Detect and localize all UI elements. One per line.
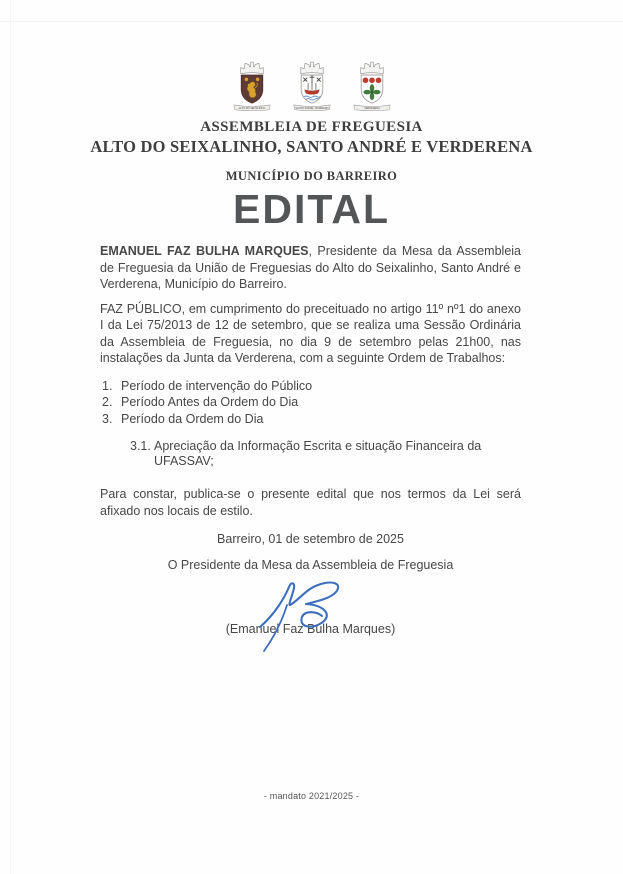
mural-crown-icon — [300, 62, 323, 74]
list-item — [102, 379, 521, 395]
org-name-line1: ASSEMBLEIA DE FREGUESIA — [200, 119, 423, 135]
document-body — [100, 243, 521, 638]
crest-banner-label: VERDERENA — [363, 106, 380, 110]
agenda-list — [102, 379, 521, 428]
list-item — [102, 395, 521, 411]
red-roundel-icon — [362, 77, 368, 83]
list-item-number: 3.1. — [130, 439, 151, 453]
leaf-icon — [369, 84, 373, 91]
mandate-footer: - mandato 2021/2025 - — [263, 791, 360, 801]
leaf-icon — [373, 90, 380, 94]
paragraph-intro — [100, 243, 521, 293]
gold-roundel-icon — [255, 78, 258, 81]
paragraph-closing: Para constar, publica-se o presente edital que nos termos da Lei será afixado nos locais de estilo. — [100, 487, 521, 518]
document-title: EDITAL — [232, 186, 390, 232]
red-roundel-icon — [375, 77, 381, 83]
mural-crown-icon — [240, 62, 263, 74]
list-item-text: Período da Ordem do Dia — [121, 411, 264, 426]
red-roundel-icon — [369, 77, 375, 83]
crest-santo-andre-barreiro-icon — [286, 56, 338, 114]
paragraph-intro-text: , Presidente da Mesa da Assembleia de Freguesia da União de Freguesias do Alto do Seixalinho, Santo André e Verderena, Município do Barreiro. — [100, 244, 521, 291]
leaf-icon — [363, 90, 370, 94]
list-item-number: 2. — [102, 395, 113, 409]
org-name-line2: ALTO DO SEIXALINHO, SANTO ANDRÉ E VERDERENA — [90, 137, 533, 156]
paragraph-announcement: FAZ PÚBLICO, em cumprimento do preceituado no artigo 11º nº1 do anexo I da Lei 75/2013 de 12 de setembro, que se realiza uma Sessão Ordinária da Assembleia de Freguesia, no dia 9 de setembro pelas 21h00, nas instalações da Junta da Verderena, com a seguinte Ordem de Trabalhos: — [100, 301, 521, 365]
signer-name: (Emanuel Faz Bulha Marques) — [225, 622, 396, 636]
list-item-text: Período Antes da Ordem do Dia — [121, 395, 299, 409]
agenda-sublist-item — [130, 439, 521, 469]
list-item — [102, 412, 521, 428]
list-item-number: 1. — [102, 378, 113, 393]
crest-verderena-icon — [346, 56, 398, 114]
mural-crown-icon — [360, 62, 383, 74]
crest-alto-do-seixalinho-icon — [226, 56, 278, 114]
list-item-text: Período de intervenção do Público — [121, 378, 313, 393]
president-name: EMANUEL FAZ BULHA MARQUES — [100, 244, 309, 258]
crest-row — [0, 56, 623, 114]
handwritten-signature-icon — [246, 575, 376, 651]
leaf-center-icon — [370, 91, 373, 94]
signer-title: O Presidente da Mesa da Assembleia de Freguesia — [167, 557, 454, 572]
list-item-number: 3. — [102, 411, 113, 426]
scan-artifact-line — [0, 21, 623, 22]
leaf-icon — [369, 93, 373, 100]
crest-banner-label: ALTO DO SEIXALINHO — [238, 106, 265, 110]
gold-roundel-icon — [244, 78, 247, 81]
municipality-line: MUNICÍPIO DO BARREIRO — [225, 169, 398, 183]
scan-artifact-line — [10, 0, 11, 874]
list-item-text: Apreciação da Informação Escrita e situação Financeira da UFASSAV; — [154, 439, 482, 468]
signature-area — [100, 575, 521, 621]
crest-banner-label: SANTO ANDRÉ - BARREIRO — [294, 106, 329, 110]
date-line: Barreiro, 01 de setembro de 2025 — [217, 532, 404, 546]
